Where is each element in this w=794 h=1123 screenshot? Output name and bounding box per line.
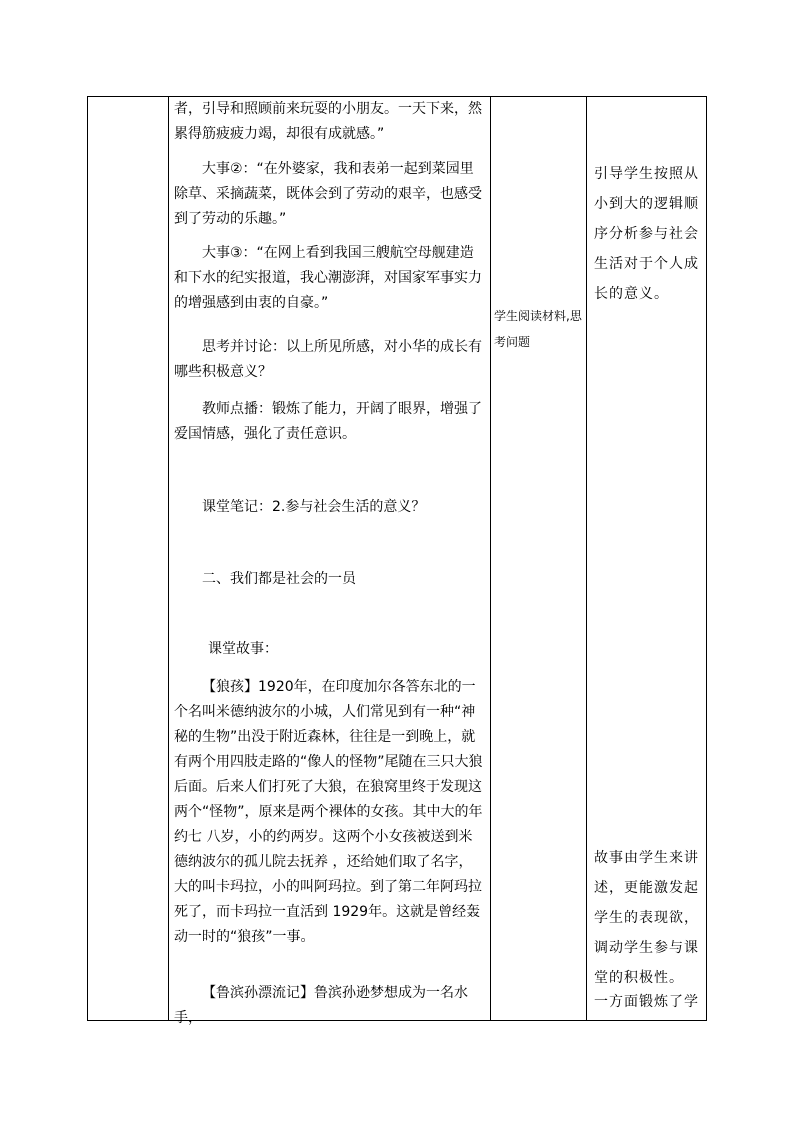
lesson-plan-table: [87, 96, 707, 1026]
design-intent-text: 引导学生按照从小到大的逻辑顺序分析参与社会生活对于个人成长的意义。: [594, 166, 699, 302]
section-heading: 二、我们都是社会的一员: [202, 571, 356, 587]
content-paragraph: 者，引导和照顾前来玩耍的小朋友。一天下来，然累得筋疲疲力竭，却很有成就感。”: [174, 101, 482, 142]
content-paragraph: 大事②：“在外婆家，我和表弟一起到菜园里除草、采摘蔬菜，既体会到了劳动的艰辛，也感受到了劳动的乐趣。”: [174, 161, 482, 227]
student-activity-text: 学生阅读材料,思考问题: [494, 309, 582, 349]
wolf-child-story: 【狼孩】1920年，在印度加尔各答东北的一个名叫米德纳波尔的小城，人们常见到有一种“神秘的生物”出没于附近森林，往往是一到晚上，就有两个用四肢走路的“像人的怪物”尾随在三只大狼后面。后来人们打死了大狼，在狼窝里终于发现这两个“怪物”，原来是两个裸体的女孩。其中大的年约七 八岁，小的约两岁。这两个小女孩被送到米德纳波尔的孤儿院去抚养 ，还给她们取了名字，大的叫卡玛拉，小的叫阿玛拉。到了第二年阿玛拉死了，而卡玛拉一直活到 1929年。这就是曾经轰动一时的“狼孩”一事。: [174, 679, 483, 945]
column-divider: [168, 97, 169, 1020]
teacher-comment: 教师点播：锻炼了能力，开阔了眼界，增强了爱国情感，强化了责任意识。: [174, 401, 482, 442]
class-note: 课堂笔记：2.参与社会生活的意义？: [202, 499, 426, 515]
robinson-story: 【鲁滨孙漂流记】鲁滨孙逊梦想成为一名水手，: [174, 985, 468, 1026]
content-paragraph: 大事③：“在网上看到我国三艘航空母舰建造和下水的纪实报道，我心潮澎湃，对国家军事实力的增强感到由衷的自豪。”: [174, 245, 482, 311]
discussion-question: 思考并讨论：以上所见所感，对小华的成长有哪些积极意义？: [174, 339, 482, 380]
column-divider: [490, 97, 491, 1020]
story-heading: 课堂故事：: [208, 641, 278, 657]
design-intent-text: 故事由学生来讲述，更能激发起学生的表现欲，调动学生参与课堂的积极性。: [594, 850, 699, 986]
column-divider: [586, 97, 587, 1020]
design-intent-text: 一方面锻炼了学: [594, 994, 699, 1010]
